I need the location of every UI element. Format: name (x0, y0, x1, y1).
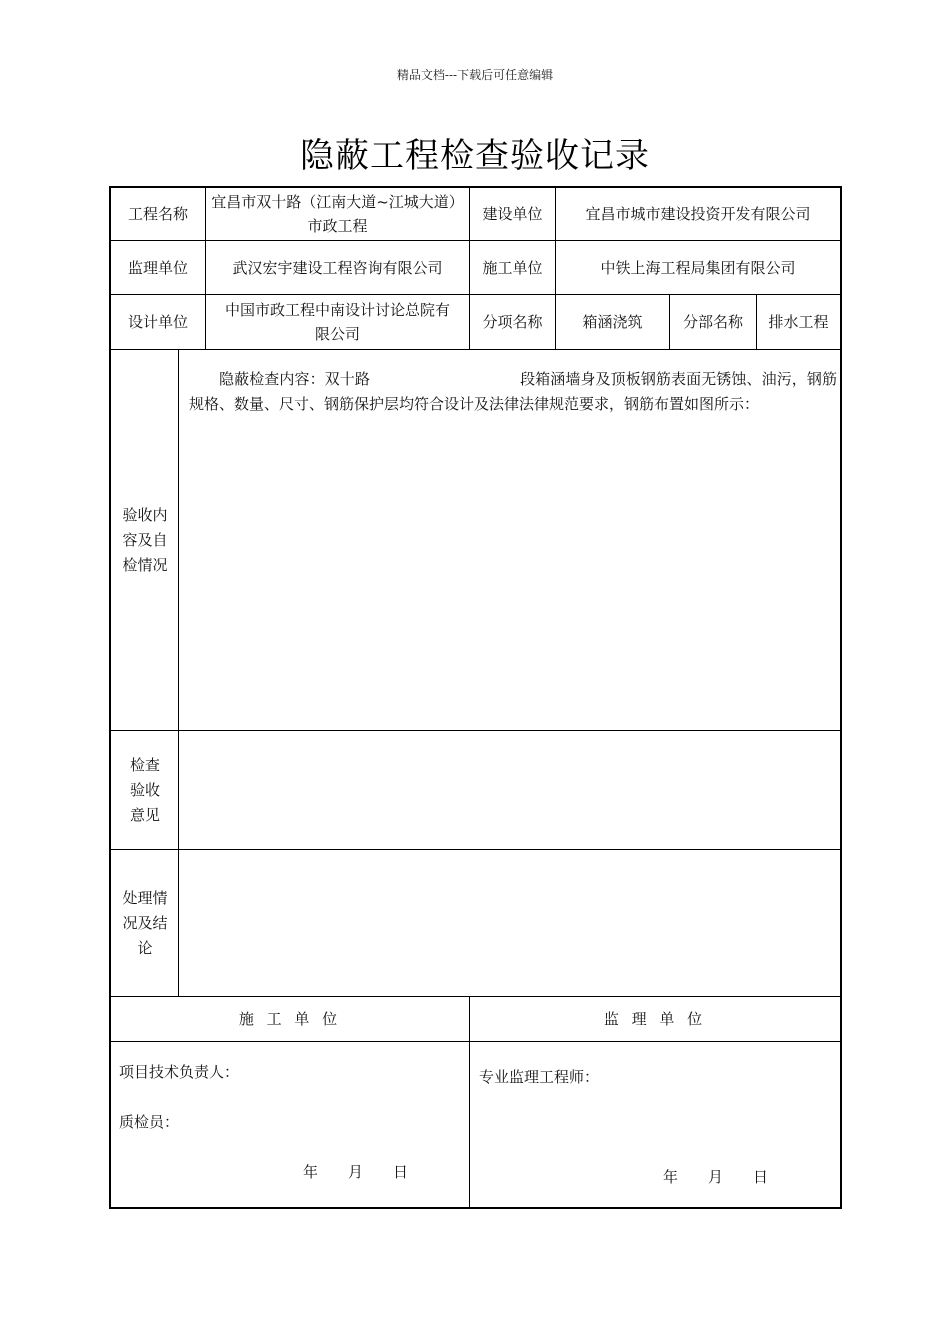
subitem-value: 箱涵浇筑 (582, 313, 643, 331)
qc-label: 质检员： (119, 1113, 180, 1131)
tech-lead-label: 项目技术负责人： (119, 1063, 240, 1081)
date-right: 年 月 日 (663, 1168, 769, 1186)
opinion-label: 检查验收意见 (129, 755, 160, 824)
inspection-form (109, 186, 842, 1209)
division-label: 分部名称 (682, 313, 743, 331)
builder-value: 宜昌市城市建设投资开发有限公司 (585, 205, 811, 223)
handling-label: 处理情况及结论 (122, 888, 168, 957)
page-title: 隐蔽工程检查验收记录 (300, 136, 650, 176)
designer-value: 中国市政工程中南设计讨论总院有限公司 (224, 301, 450, 343)
acceptance-label: 验收内容及自检情况 (122, 505, 168, 574)
engineer-label: 专业监理工程师： (479, 1068, 600, 1086)
row-divider (111, 349, 840, 350)
supervisor-label: 监理单位 (127, 258, 188, 277)
subitem-label: 分项名称 (482, 313, 543, 331)
builder-label: 建设单位 (482, 205, 543, 223)
supervisor-heading: 监 理 单 位 (603, 1010, 707, 1028)
date-left: 年 月 日 (303, 1163, 409, 1181)
acceptance-content: 隐蔽检查内容：双十路 段箱涵墙身及顶板钢筋表面无锈蚀、油污，钢筋规格、数量、尺寸、钢筋保护层均符合设计及法律法律规范要求，钢筋布置如图所示： (189, 370, 837, 413)
contractor-heading: 施 工 单 位 (238, 1010, 342, 1028)
header-note: 精品文档---下载后可任意编辑 (396, 68, 554, 82)
contractor-label: 施工单位 (482, 258, 543, 277)
division-value: 排水工程 (768, 313, 829, 331)
row-divider (111, 1041, 840, 1042)
row-divider (111, 849, 840, 850)
designer-label: 设计单位 (127, 313, 188, 331)
project-name-value: 宜昌市双十路（江南大道~江城大道）市政工程 (211, 193, 464, 235)
contractor-value: 中铁上海工程局集团有限公司 (600, 258, 796, 277)
row-divider (111, 730, 840, 731)
supervisor-value: 武汉宏宇建设工程咨询有限公司 (232, 258, 443, 277)
project-name-label: 工程名称 (127, 205, 188, 223)
